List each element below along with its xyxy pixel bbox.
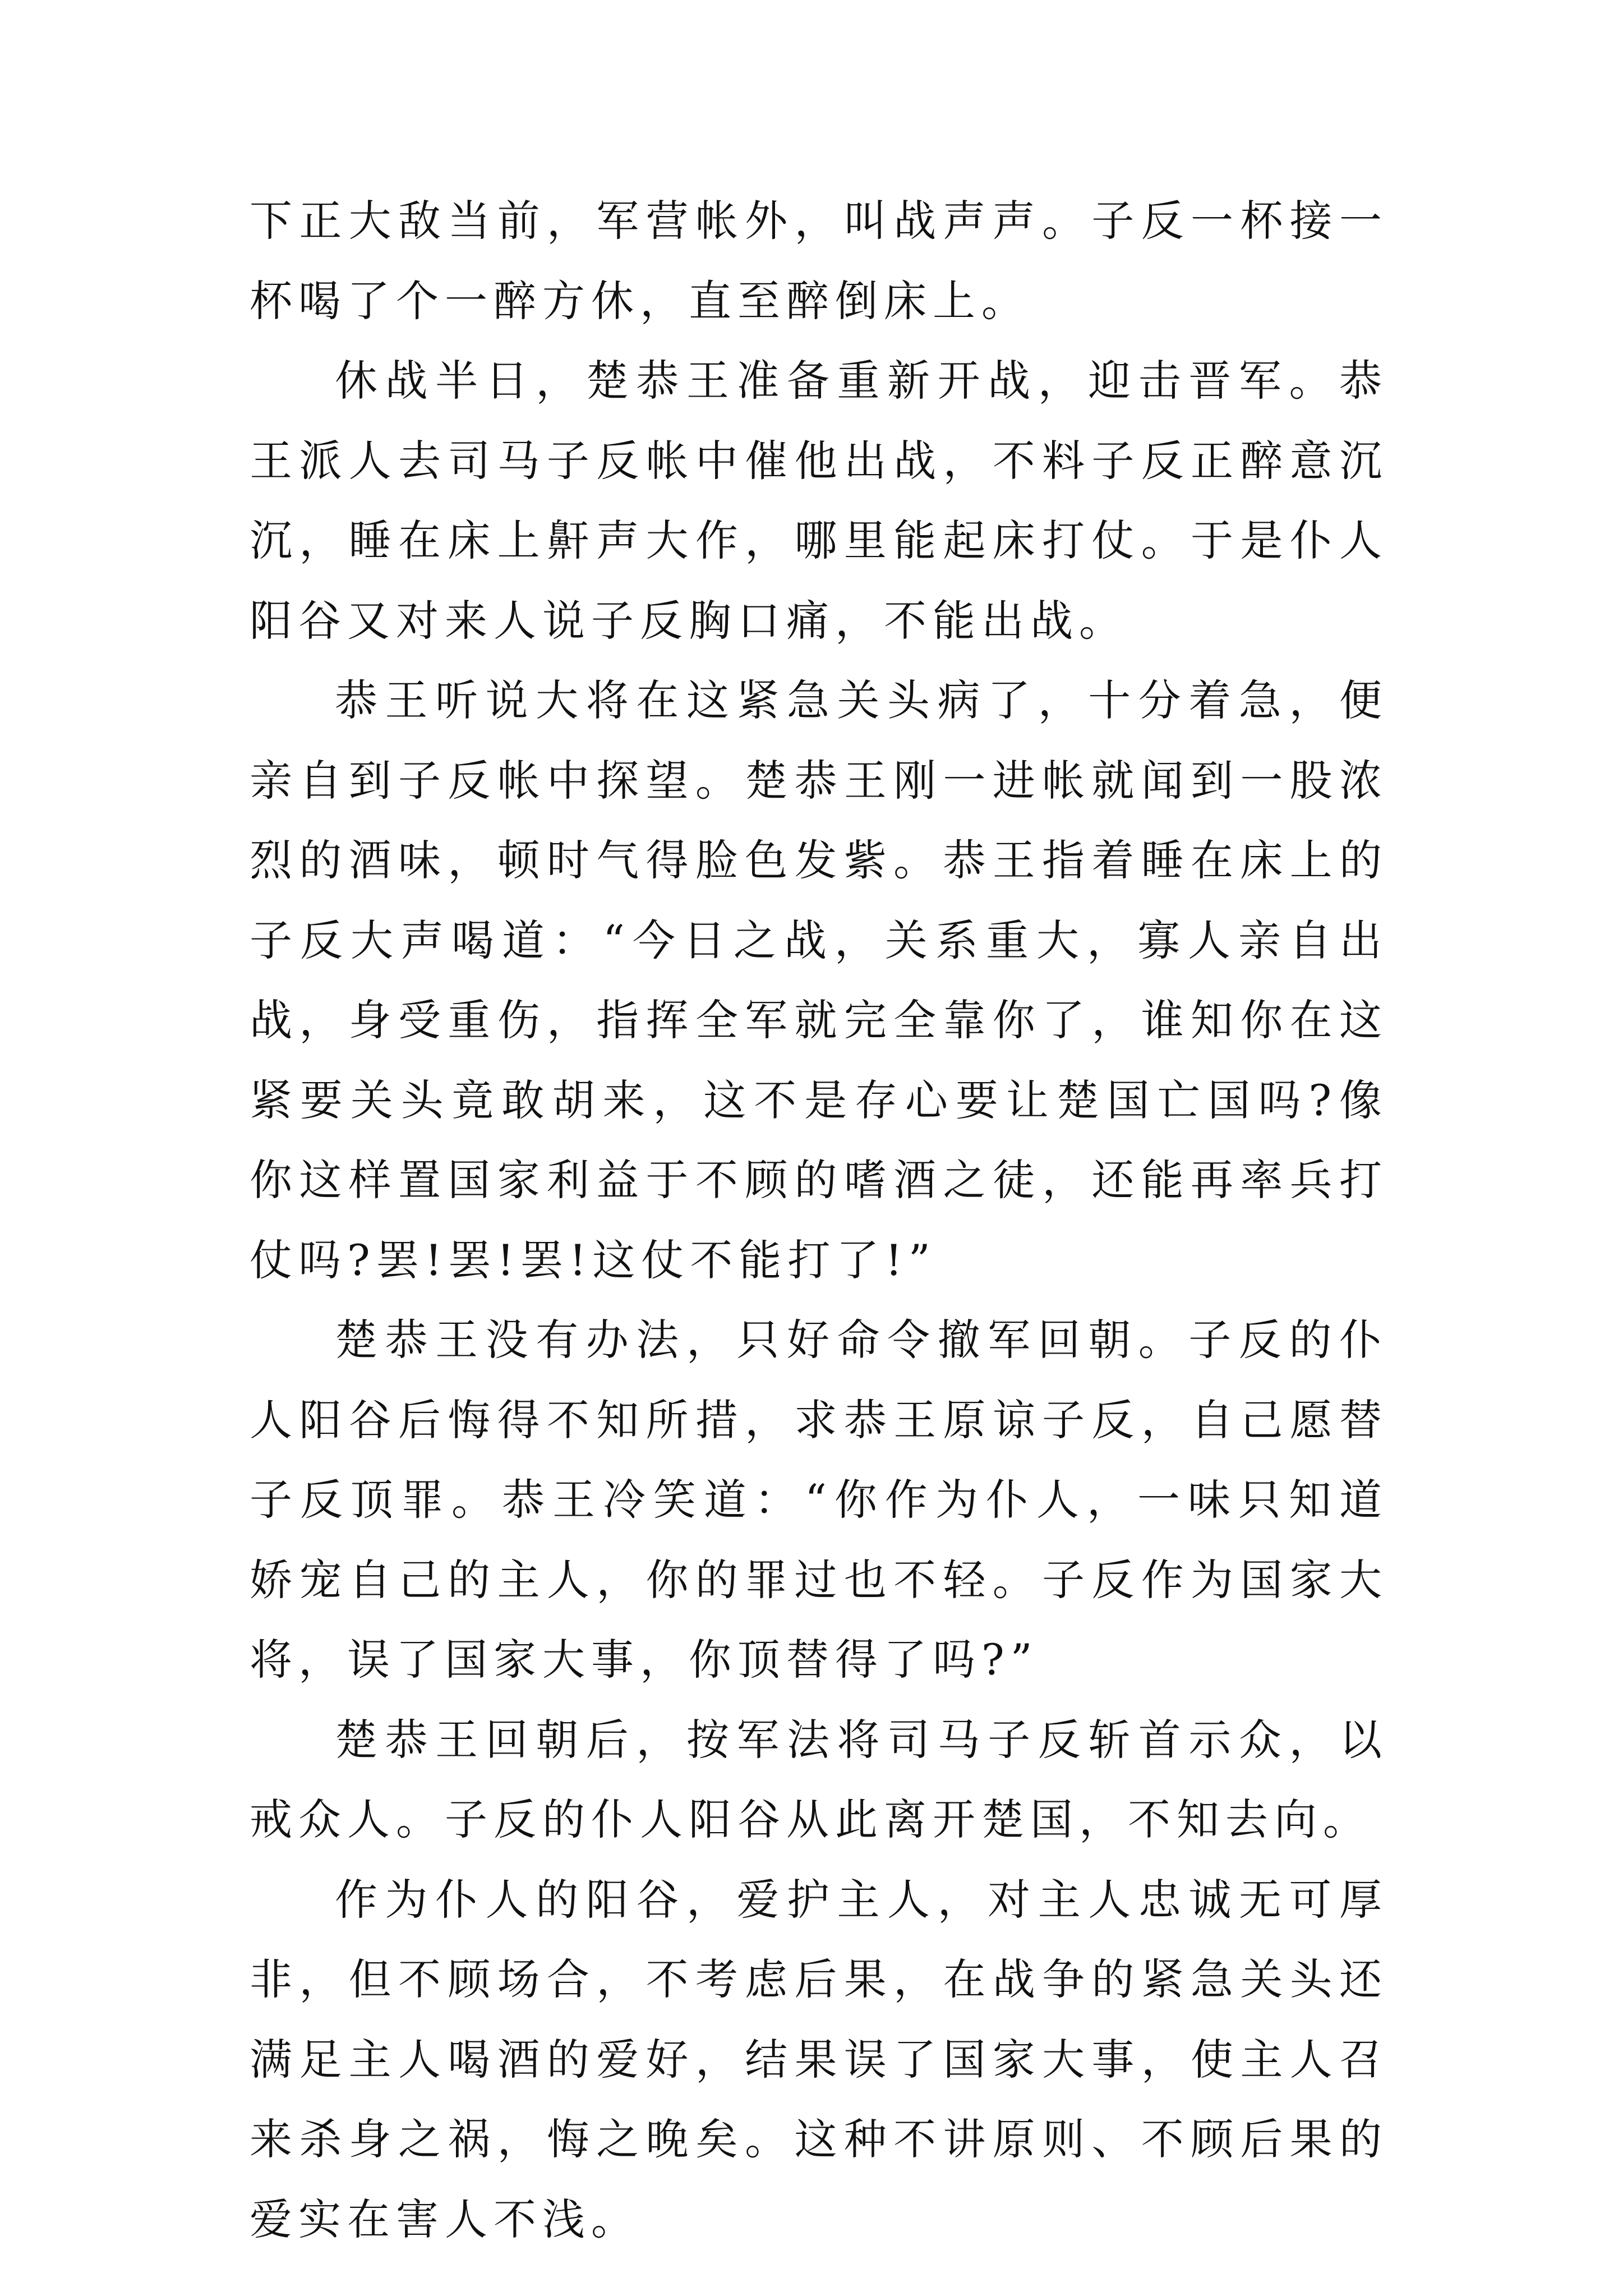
paragraph-5: 楚恭王回朝后，按军法将司马子反斩首示众，以戒众人。子反的仆人阳谷从此离开楚国，不知去向。 — [250, 1714, 1388, 1844]
paragraph-1: 下正大敌当前，军营帐外，叫战声声。子反一杯接一杯喝了个一醉方休，直至醉倒床上。 — [250, 196, 1388, 326]
document-body — [250, 181, 1388, 2260]
paragraph-6: 作为仆人的阳谷，爱护主人，对主人忠诚无可厚非，但不顾场合，不考虑后果，在战争的紧急关头还满足主人喝酒的爱好，结果误了国家大事，使主人召来杀身之祸，悔之晚矣。这种不讲原则、不顾后果的爱实在害人不浅。 — [250, 1874, 1388, 2244]
paragraph-2: 休战半日，楚恭王准备重新开战，迎击晋军。恭王派人去司马子反帐中催他出战，不料子反正醉意沉沉，睡在床上鼾声大作，哪里能起床打仗。于是仆人阳谷又对来人说子反胸口痛，不能出战。 — [250, 356, 1388, 646]
paragraph-3: 恭王听说大将在这紧急关头病了，十分着急，便亲自到子反帐中探望。楚恭王刚一进帐就闻到一股浓烈的酒味，顿时气得脸色发紫。恭王指着睡在床上的子反大声喝道：“今日之战，关系重大，寡人亲自出战，身受重伤，指挥全军就完全靠你了，谁知你在这紧要关头竟敢胡来，这不是存心要让楚国亡国吗?像你这样置国家利益于不顾的嗜酒之徒，还能再率兵打仗吗?罢!罢!罢!这仗不能打了!” — [250, 675, 1388, 1285]
paragraph-4: 楚恭王没有办法，只好命令撤军回朝。子反的仆人阳谷后悔得不知所措，求恭王原谅子反，自己愿替子反顶罪。恭王冷笑道：“你作为仆人，一味只知道娇宠自己的主人，你的罪过也不轻。子反作为国家大将，误了国家大事，你顶替得了吗?” — [250, 1315, 1388, 1685]
